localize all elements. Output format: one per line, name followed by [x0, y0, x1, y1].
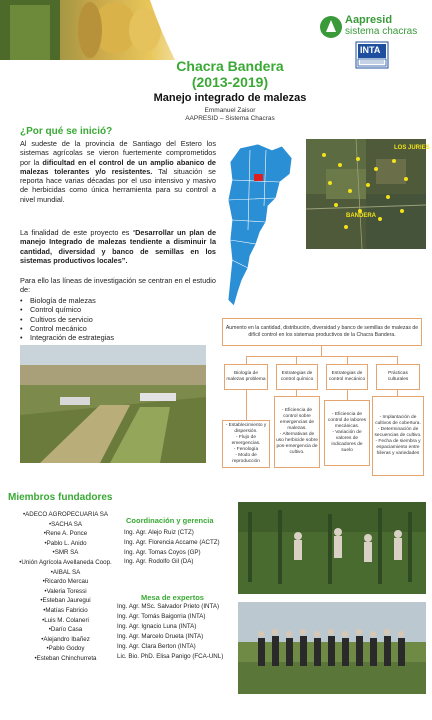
- map-label-los-juries: LOS JURIES: [394, 145, 430, 151]
- coord-item: Ing. Agr. Florencia Accame (ACTZ): [124, 538, 220, 546]
- page-subtitle: Manejo integrado de malezas: [153, 92, 307, 104]
- flow-category-box: Estrategias de control mecánico: [326, 364, 368, 390]
- why-p1-text-bold: dificultad en el control de un amplio abanico de malezas tolerantes y/o resistentes.: [20, 157, 216, 176]
- research-line-item: • Control mecánico: [20, 324, 216, 333]
- member-item: •Rene A. Ponce: [43, 530, 88, 538]
- header-photo-cornfield: [0, 0, 215, 60]
- field-photo-group-1: [238, 502, 426, 594]
- coord-list: [124, 528, 220, 567]
- research-line-item: • Biología de malezas: [20, 296, 216, 305]
- flow-connector: [321, 346, 322, 356]
- flow-connector: [397, 356, 398, 364]
- research-line-item: • Cultivos de servicio: [20, 315, 216, 324]
- research-line-item: • Control químico: [20, 305, 216, 314]
- expert-item: Lic. Bio. PhD. Elisa Panigo (FCA-UNL): [117, 653, 224, 661]
- experts-heading: Mesa de expertos: [141, 593, 204, 602]
- expert-item: Ing. Agr. Clara Berton (INTA): [117, 643, 196, 651]
- author-name: Emmanuel Zaisor: [204, 107, 256, 114]
- member-item: •Pablo L. Anido: [44, 539, 87, 547]
- flow-category-box: Prácticas culturales: [376, 364, 420, 390]
- member-item: •Esteban Jauregui: [40, 597, 91, 605]
- member-item: •Valeria Toressi: [44, 587, 87, 595]
- expert-item: Ing. Agr. Tomás Baigorria (INTA): [117, 613, 206, 621]
- member-item: •SMR SA: [52, 549, 79, 557]
- title-line-1: Chacra Bandera: [176, 58, 284, 74]
- map-label-bandera: BANDERA: [346, 213, 376, 219]
- coord-item: Ing. Agr. Tomas Coyos (GP): [124, 548, 201, 556]
- aerial-field-photo: [20, 345, 206, 463]
- member-item: •Luis M. Colaneri: [42, 616, 89, 624]
- expert-item: Ing. Agr. Ignacio Luna (INTA): [117, 623, 197, 631]
- flow-connector: [296, 356, 297, 364]
- flow-connector: [347, 390, 348, 400]
- flow-top-box: Aumento en la cantidad, distribución, diversidad y banco de semillas de malezas de difícil control en los sistemas productivos de la Chacra Bandera.: [222, 318, 422, 346]
- members-list: [8, 510, 123, 664]
- flow-category-box: Estrategias de control químico: [276, 364, 318, 390]
- bandera-location-marker: [254, 174, 263, 181]
- argentina-map: [220, 140, 308, 310]
- author-affiliation: AAPRESID – Sistema Chacras: [185, 115, 275, 122]
- flow-connector: [246, 356, 247, 364]
- expert-item: Ing. Agr. Marcelo Drueta (INTA): [117, 633, 204, 641]
- flow-detail-box: - Eficiencia de control de labores mecánicas. - Variación de valores de indicadores de suelo: [324, 400, 370, 466]
- flow-connector: [246, 390, 247, 420]
- expert-item: Ing. Agr. MSc. Salvador Prieto (INTA): [117, 603, 220, 610]
- research-lines-list: [20, 296, 216, 342]
- why-p2-text-a: La finalidad de este proyecto es “: [20, 228, 136, 237]
- why-paragraph-3: Para ello las líneas de investigación se centran en el estudio de:: [20, 276, 216, 295]
- flow-detail-box: - Establecimiento y dispersión. - Flujo de emergencias. - Fenología - Modo de reproducción: [222, 420, 270, 468]
- flow-detail-box: - Eficiencia de control sobre emergencias de malezas. - Alternativas de uso herbicide sobre pos-emergencia de cultivo.: [274, 396, 320, 468]
- why-paragraph-1: [20, 139, 216, 204]
- inta-logo: [356, 42, 388, 68]
- member-item: •Matías Fabricio: [43, 606, 88, 614]
- member-item: •Unión Agrícola Avellaneda Coop.: [19, 558, 112, 566]
- inta-logo-text: INTA: [360, 45, 381, 55]
- author-block: [110, 107, 350, 123]
- member-item: •ADECO AGROPECUARIA SA: [22, 511, 109, 518]
- aapresid-subtitle: sistema chacras: [345, 26, 418, 37]
- member-item: •AIBAL SA: [50, 568, 81, 576]
- page-title: [110, 58, 350, 90]
- aapresid-name: Aapresid: [345, 14, 393, 26]
- field-photo-group-2: [238, 602, 426, 694]
- why-p1-text-a: Al sudeste de la provincia de Santiago del Estero los sistemas agrícolas se vieron fuertemente comprometidos por la: [20, 139, 216, 167]
- member-item: •SACHA SA: [48, 520, 83, 528]
- research-line-item: • Integración de estrategias: [20, 333, 216, 342]
- why-paragraph-2: [20, 228, 216, 265]
- coord-item: Ing. Agr. Rodolfo Gil (DA): [124, 558, 194, 566]
- experts-list: [117, 602, 223, 663]
- coord-item: Ing. Agr. Alejo Ruiz (CTZ): [124, 529, 194, 536]
- flow-connector: [347, 356, 348, 364]
- flow-detail-box: - Implantación de cultivos de cobertura. - Determinación de secuencias de cultivo. - Fecha de siembra y espaciamiento entre hileras y variedades: [372, 396, 424, 476]
- title-line-2: (2013-2019): [191, 74, 269, 90]
- member-item: •Ricardo Mercau: [42, 578, 89, 586]
- why-heading: ¿Por qué se inició?: [20, 126, 113, 137]
- coord-heading: Coordinación y gerencia: [126, 516, 214, 525]
- why-p2-text-bold: Desarrollar un plan de manejo Integrado de malezas tendiente a disminuir la cantidad, diversidad y banco de semillas en los sistemas productivos locales”.: [20, 228, 217, 265]
- member-item: •Esteban Chinchurreta: [34, 654, 97, 662]
- satellite-map: [306, 139, 430, 249]
- flow-connector: [246, 356, 398, 357]
- member-item: •Pablo Godoy: [46, 645, 85, 653]
- flow-category-box: Biología de malezas problema: [224, 364, 268, 390]
- why-p1-text-c: Tal situación se reporta hace varias décadas por el uso intensivo y masivo de herbicidas como única herramienta para su control a nivel mundial.: [20, 166, 216, 204]
- members-heading: Miembros fundadores: [8, 492, 113, 503]
- member-item: •Darío Casa: [48, 626, 83, 634]
- member-item: •Alejandro Ibañez: [41, 635, 90, 643]
